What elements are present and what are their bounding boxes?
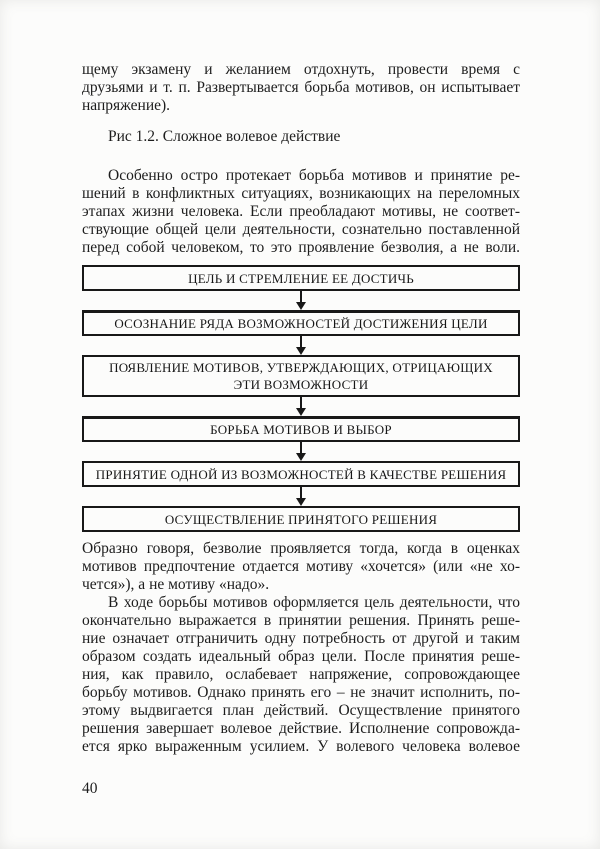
text-line: шений в конфликтных ситуациях, возникающих на переломных (82, 185, 520, 202)
down-arrow-icon (82, 291, 520, 310)
arrow-stem (300, 487, 302, 498)
text-line: решения завершает волевое действие. Исполнение сопровожда- (82, 720, 520, 737)
flowchart-box (82, 506, 520, 532)
flowchart-box-label: БОРЬБА МОТИВОВ И ВЫБОР (210, 422, 392, 437)
flowchart-box-label: ОСУЩЕСТВЛЕНИЕ ПРИНЯТОГО РЕШЕНИЯ (164, 511, 438, 527)
text-line: Особенно остро протекает борьба мотивов и принятие ре- (108, 167, 520, 184)
flowchart-box (82, 265, 520, 291)
text-line: перед собой человеком, то это проявление безволия, а не воли. (82, 239, 520, 256)
text-line: борьбу мотивов. Однако принять его – не значит исполнить, по- (82, 684, 520, 701)
text-line: В ходе борьбы мотивов оформляется цель деятельности, что (108, 594, 520, 611)
text-line: друзьями и т. п. Развертывается борьба мотивов, он испытывает (82, 79, 520, 96)
paragraph-decision-making (82, 594, 520, 756)
text-line: окончательно выражается в принятии решения. Принять реше- (82, 612, 520, 629)
text-line: ется ярко выраженным усилием. У волевого человека волевое (82, 738, 520, 755)
text-line: ние означает отграничить одну потребность от другой и таким (82, 630, 520, 647)
figure-caption (82, 128, 520, 146)
text-line: этапах жизни человека. Если преобладают мотивы, не соответ- (82, 203, 520, 220)
text-line: мотивов предпочтение отдается мотиву «хочется» (или «не хо- (82, 558, 520, 575)
flowchart-box (82, 416, 520, 442)
flowchart-box-label: ЦЕЛЬ И СТРЕМЛЕНИЕ ЕЕ ДОСТИЧЬ (188, 270, 414, 286)
text-line: щему экзамену и желанием отдохнуть, провести время с (82, 61, 520, 78)
arrow-head (296, 302, 306, 310)
text-line: Образно говоря, безволие проявляется тогда, когда в оценках (82, 540, 520, 557)
paragraph-weak-will (82, 540, 520, 594)
flowchart-box-label: ОСОЗНАНИЕ РЯДА ВОЗМОЖНОСТЕЙ ДОСТИЖЕНИЯ ЦЕЛИ (114, 316, 488, 331)
arrow-head (296, 347, 306, 355)
flowchart-box-label: ПРИНЯТИЕ ОДНОЙ ИЗ ВОЗМОЖНОСТЕЙ В КАЧЕСТВЕ РЕШЕНИЯ (95, 466, 507, 482)
text-line: чется»), а не мотиву «надо». (82, 576, 270, 593)
down-arrow-icon (82, 397, 520, 416)
text-line: напряжение). (82, 97, 171, 114)
arrow-stem (300, 397, 302, 408)
text-line: ния, как правило, ослабевает напряжение, сопровождающее (82, 666, 520, 683)
flowchart-box (82, 310, 520, 336)
down-arrow-icon (82, 442, 520, 461)
down-arrow-icon (82, 487, 520, 506)
page-number: 40 (82, 780, 98, 797)
figure-caption-text: Рис 1.2. Сложное волевое действие (108, 128, 341, 145)
text-line: этому выдвигается план действий. Осуществление принятого (82, 702, 520, 719)
arrow-stem (300, 291, 302, 302)
down-arrow-icon (82, 336, 520, 355)
arrow-stem (300, 336, 302, 347)
arrow-head (296, 453, 306, 461)
arrow-head (296, 498, 306, 506)
arrow-stem (300, 442, 302, 453)
flowchart-box-label: ПОЯВЛЕНИЕ МОТИВОВ, УТВЕРЖДАЮЩИХ, ОТРИЦАЮЩИХ (109, 360, 493, 375)
text-line: ствующие общей цели деятельности, сознательно поставленной (82, 221, 520, 238)
text-line: образом создать идеальный образ цели. После принятия реше- (82, 648, 520, 665)
paragraph-motive-conflict (82, 167, 520, 257)
flowchart-volitional-action (82, 265, 520, 532)
arrow-head (296, 408, 306, 416)
flowchart-box (82, 355, 520, 397)
flowchart-box (82, 461, 520, 487)
paragraph-exam-tension (82, 61, 520, 115)
flowchart-box-label: ЭТИ ВОЗМОЖНОСТИ (233, 377, 369, 392)
